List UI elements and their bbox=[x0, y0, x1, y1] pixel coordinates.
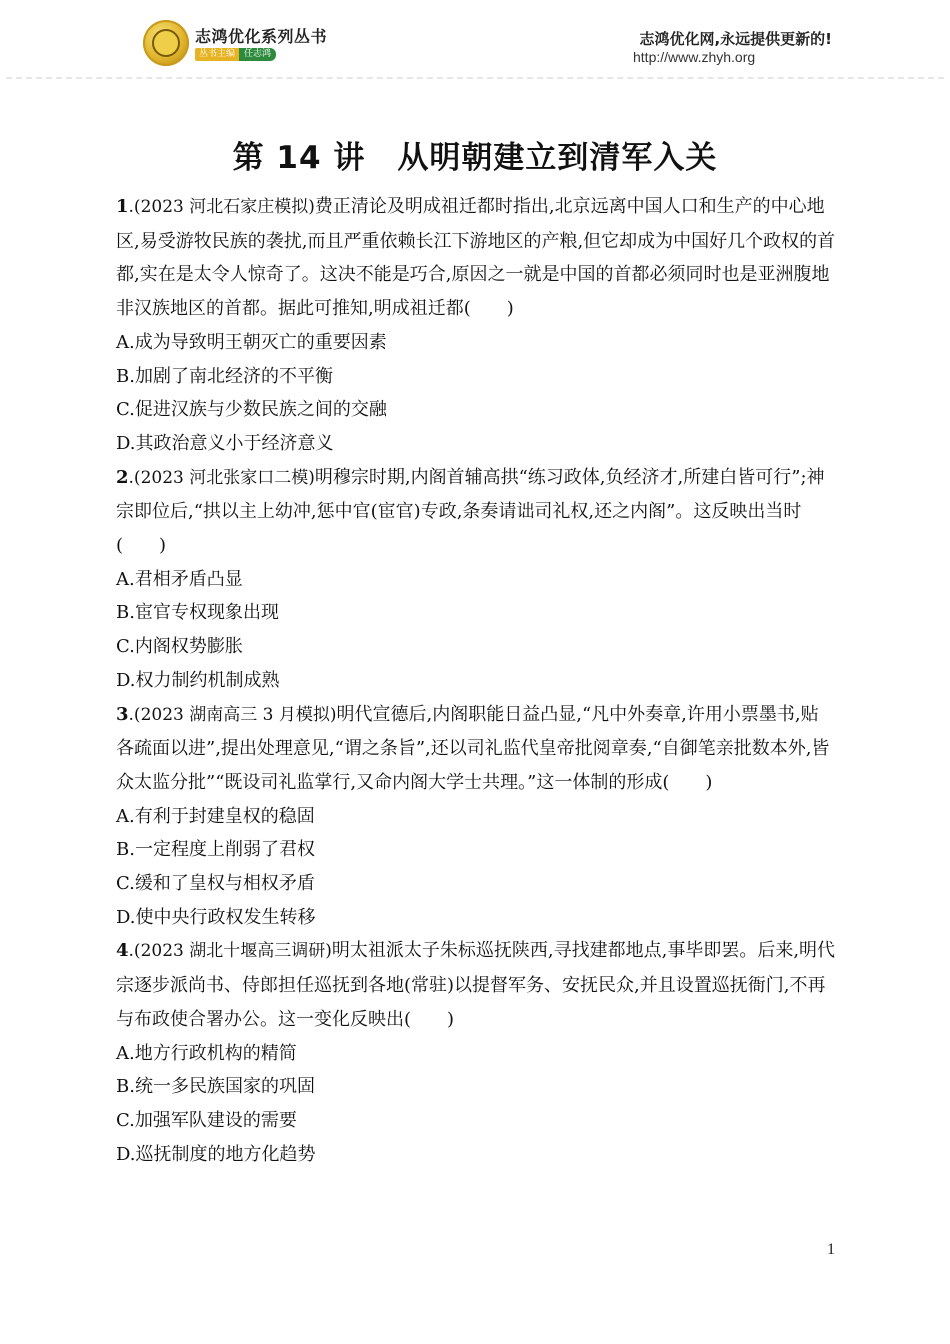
option-d: D.其政治意义小于经济意义 bbox=[116, 432, 334, 454]
question-source: .(2023 湖南高三 3 月模拟) bbox=[128, 704, 337, 725]
lesson-title: 第 14 讲 从明朝建立到清军入关 bbox=[232, 140, 718, 176]
site-url[interactable]: http://www.zhyh.org bbox=[633, 49, 756, 65]
option-c: C.加强军队建设的需要 bbox=[116, 1109, 297, 1131]
question-stem bbox=[116, 190, 836, 326]
option-c: C.内阁权势膨胀 bbox=[116, 636, 243, 658]
question-list bbox=[116, 190, 836, 1171]
series-logo-seal bbox=[143, 20, 189, 66]
site-slogan: 志鸿优化网,永远提供更新的! bbox=[639, 30, 832, 48]
question-4 bbox=[116, 934, 836, 1171]
editor-name: 任志鸿 bbox=[239, 48, 276, 61]
option-b: B.一定程度上削弱了君权 bbox=[116, 839, 315, 861]
option-d: D.使中央行政权发生转移 bbox=[116, 906, 316, 928]
question-text: 明太祖派太子朱标巡抚陕西,寻找建都地点,事毕即罢。后来,明代宗逐步派尚书、侍郎担任巡抚到各地(常驻)以提督军务、安抚民众,并且设置巡抚衙门,不再与布政使合署办公。这一变化反映出( ) bbox=[116, 940, 836, 1030]
question-3 bbox=[116, 698, 836, 935]
option-a: A.成为导致明王朝灭亡的重要因素 bbox=[116, 331, 387, 353]
editor-label: 丛书主编 bbox=[195, 48, 239, 61]
option-a: A.君相矛盾凸显 bbox=[116, 568, 243, 590]
question-text: 明穆宗时期,内阁首辅高拱“练习政体,负经济才,所建白皆可行”;神宗即位后,“拱以主上幼冲,惩中官(宦官)专政,条奏请诎司礼权,还之内阁”。这反映出当时( ) bbox=[116, 466, 825, 557]
page-number: 1 bbox=[827, 1241, 835, 1258]
question-source: .(2023 湖北十堰高三调研) bbox=[128, 941, 332, 962]
option-b: B.加剧了南北经济的不平衡 bbox=[116, 365, 333, 387]
option-c: C.促进汉族与少数民族之间的交融 bbox=[116, 399, 387, 421]
page-header bbox=[0, 0, 950, 82]
series-title: 志鸿优化系列丛书 bbox=[195, 27, 328, 46]
question-stem bbox=[116, 461, 836, 563]
question-stem bbox=[116, 934, 836, 1036]
option-a: A.有利于封建皇权的稳固 bbox=[116, 805, 315, 827]
question-number: 2 bbox=[116, 466, 129, 488]
option-d: D.权力制约机制成熟 bbox=[116, 669, 280, 691]
question-stem bbox=[116, 698, 836, 800]
header-divider bbox=[6, 77, 944, 79]
option-b: B.宦官专权现象出现 bbox=[116, 602, 279, 624]
option-d: D.巡抚制度的地方化趋势 bbox=[116, 1143, 316, 1165]
question-1 bbox=[116, 190, 836, 461]
question-source: .(2023 河北张家口二模) bbox=[128, 467, 315, 488]
question-number: 1 bbox=[116, 196, 129, 217]
question-source: .(2023 河北石家庄模拟) bbox=[128, 197, 315, 217]
option-c: C.缓和了皇权与相权矛盾 bbox=[116, 873, 315, 895]
question-text: 明代宣德后,内阁职能日益凸显,“凡中外奏章,许用小票墨书,贴各疏面以进”,提出处理意见,“谓之条旨”,还以司礼监代皇帝批阅章奏,“自御笔亲批数本外,皆众太监分批”“既设司礼监掌行,又命内阁大学士共理。”这一体制的形成( ) bbox=[116, 703, 830, 793]
question-2 bbox=[116, 461, 836, 698]
option-b: B.统一多民族国家的巩固 bbox=[116, 1076, 315, 1098]
question-text: 费正清论及明成祖迁都时指出,北京远离中国人口和生产的中心地区,易受游牧民族的袭扰,而且严重依赖长江下游地区的产粮,但它却成为中国好几个政权的首都,实在是太令人惊奇了。这决不能是巧合,原因之一就是中国的首都必须同时也是亚洲腹地非汉族地区的首都。据此可推知,明成祖迁都( ) bbox=[116, 196, 836, 320]
option-a: A.地方行政机构的精简 bbox=[116, 1042, 297, 1064]
question-number: 3 bbox=[116, 703, 129, 725]
question-number: 4 bbox=[116, 940, 129, 962]
series-editor-strip bbox=[195, 48, 276, 61]
